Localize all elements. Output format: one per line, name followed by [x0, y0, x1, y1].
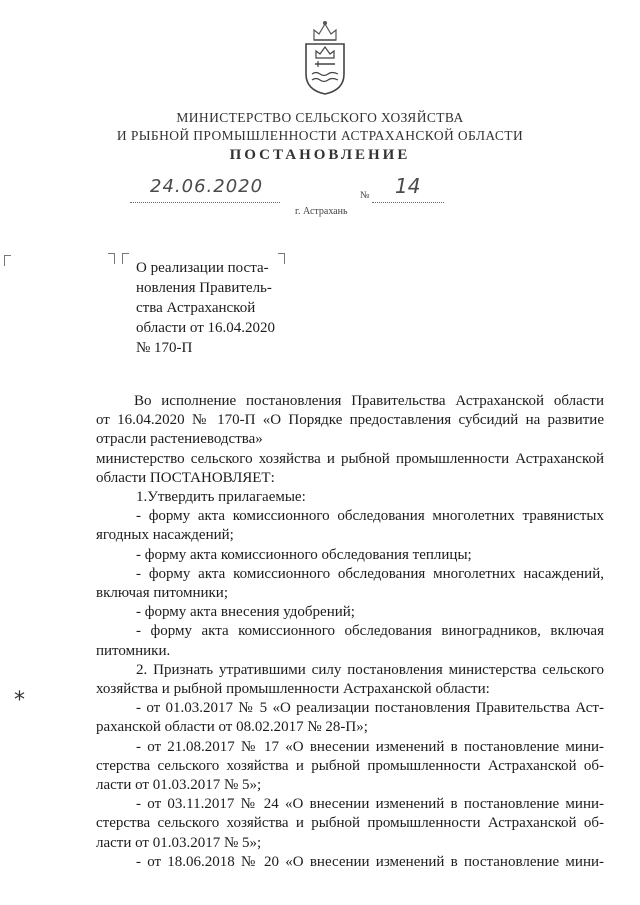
- body-line: включая питомники;: [96, 585, 228, 602]
- body-line: - форму акта комиссионного обследования теплицы;: [136, 546, 472, 563]
- margin-asterisk: *: [14, 688, 25, 713]
- body-line: области ПОСТАНОВЛЯЕТ:: [96, 469, 275, 486]
- ministry-name-line1: МИНИСТЕРСТВО СЕЛЬСКОГО ХОЗЯЙСТВА: [176, 110, 464, 125]
- decree-body: [96, 392, 604, 872]
- body-line: - форму акта комиссионного обследования виноградников, включая: [136, 623, 604, 640]
- body-line: 1.Утвердить прилагаемые:: [136, 489, 306, 506]
- body-line: - форму акта комиссионного обследования многолетних насаждений,: [136, 565, 604, 582]
- body-line: раханской области от 08.02.2017 № 28-П»;: [96, 719, 368, 736]
- body-line: - от 03.11.2017 № 24 «О внесении изменений в постановление мини-: [136, 796, 604, 813]
- corner-mark: [122, 253, 129, 264]
- number-sign: №: [360, 190, 370, 201]
- subject-line: ства Астраханской: [136, 300, 256, 316]
- decree-title: ПОСТАНОВЛЕНИЕ: [229, 147, 411, 163]
- body-line: стерства сельского хозяйства и рыбной промышленности Астраханской об-: [96, 815, 604, 832]
- body-line: 2. Признать утратившими силу постановления министерства сельского: [136, 661, 604, 678]
- subject-line: новления Правитель-: [136, 280, 272, 296]
- body-line: ласти от 01.03.2017 № 5»;: [96, 777, 262, 794]
- body-line: - от 21.08.2017 № 17 «О внесении изменений в постановление мини-: [136, 738, 604, 755]
- city-label: г. Астрахань: [295, 206, 348, 217]
- corner-mark: [4, 255, 11, 266]
- body-line: питомники.: [96, 642, 171, 659]
- decree-number: 14: [395, 174, 421, 198]
- body-line: - форму акта комиссионного обследования многолетних травянистых: [136, 508, 604, 525]
- body-line: стерства сельского хозяйства и рыбной промышленности Астраханской об-: [96, 757, 604, 774]
- body-line: отрасли растениеводства»: [96, 431, 263, 448]
- decree-date: 24.06.2020: [150, 176, 264, 197]
- corner-mark: [278, 253, 285, 264]
- ministry-name-line2: И РЫБНОЙ ПРОМЫШЛЕННОСТИ АСТРАХАНСКОЙ ОБЛАСТИ: [116, 128, 524, 143]
- subject-line: № 170-П: [136, 340, 193, 356]
- body-line: министерство сельского хозяйства и рыбной промышленности Астраханской: [96, 450, 604, 467]
- subject-line: О реализации поста-: [136, 260, 269, 276]
- body-line: Во исполнение постановления Правительства Астраханской области: [134, 393, 604, 409]
- subject-line: области от 16.04.2020: [136, 320, 275, 336]
- body-line: ласти от 01.03.2017 № 5»;: [96, 834, 262, 851]
- body-line: хозяйства и рыбной промышленности Астраханской области:: [96, 681, 490, 698]
- body-line: - форму акта внесения удобрений;: [136, 604, 355, 621]
- corner-mark: [108, 253, 115, 264]
- astrakhan-coat-of-arms-icon: [300, 18, 350, 96]
- decree-subject: [136, 258, 276, 358]
- body-line: - от 01.03.2017 № 5 «О реализации постановления Правительства Аст-: [136, 700, 604, 717]
- body-line: от 16.04.2020 № 170-П «О Порядке предоставления субсидий на развитие: [96, 412, 604, 429]
- body-line: - от 18.06.2018 № 20 «О внесении изменений в постановление мини-: [136, 853, 604, 870]
- body-line: ягодных насаждений;: [96, 527, 234, 544]
